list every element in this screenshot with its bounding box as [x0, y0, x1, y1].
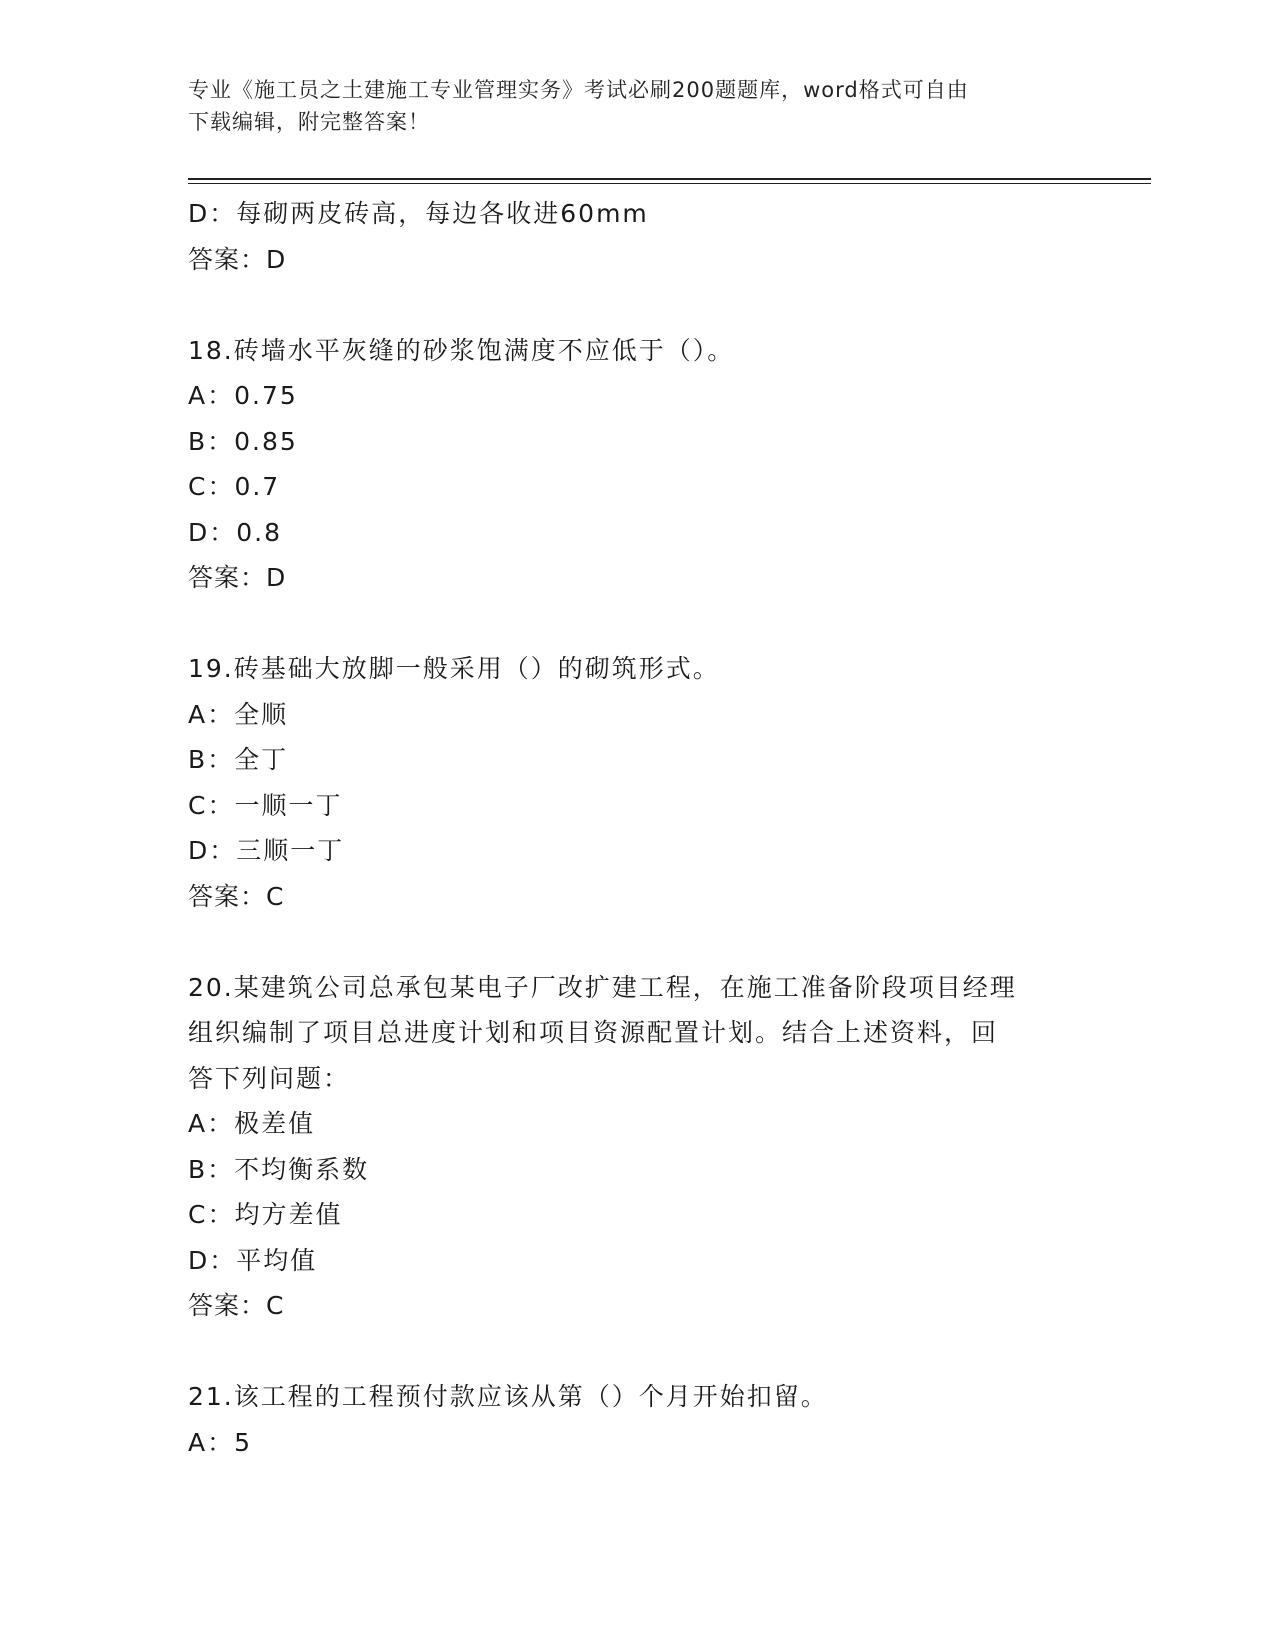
question-list [188, 191, 1088, 1465]
question-20 [188, 965, 1088, 1329]
option-d: D：0.8 [188, 517, 283, 547]
option-b: B：不均衡系数 [188, 1154, 370, 1184]
answer: 答案：C [188, 1291, 285, 1320]
header-line-2: 下载编辑，附完整答案！ [188, 110, 430, 134]
option-a: A：极差值 [188, 1109, 316, 1138]
option-b: B：0.85 [188, 426, 298, 456]
option-d: D：每砌两皮砖高，每边各收进60mm [188, 199, 649, 228]
question-stem-line-1: 20.某建筑公司总承包某电子厂改扩建工程，在施工准备阶段项目经理 [188, 972, 1017, 1002]
spacer [188, 282, 1088, 328]
question-stem: 21.该工程的工程预付款应该从第（）个月开始扣留。 [188, 1382, 828, 1411]
option-a: A：全顺 [188, 699, 289, 729]
option-b: B：全丁 [188, 745, 289, 774]
option-c: C：一顺一丁 [188, 790, 343, 820]
spacer [188, 601, 1088, 647]
option-c: C：0.7 [188, 472, 281, 501]
question-stem-line-3: 答下列问题： [188, 1063, 351, 1093]
option-a: A：5 [188, 1427, 253, 1457]
option-a: A：0.75 [188, 381, 298, 410]
option-d: D：三顺一丁 [188, 836, 345, 865]
spacer [188, 919, 1088, 965]
question-18 [188, 328, 1088, 601]
question-stem: 18.砖墙水平灰缝的砂浆饱满度不应低于（）。 [188, 335, 735, 365]
spacer [188, 1329, 1088, 1375]
answer: 答案：D [188, 563, 287, 592]
document-header [188, 74, 1068, 138]
question-21 [188, 1374, 1088, 1465]
header-divider-thick [188, 178, 1151, 180]
header-divider-thin [188, 183, 1151, 184]
header-line-1: 专业《施工员之土建施工专业管理实务》考试必刷200题题库，word格式可自由 [188, 78, 969, 102]
question-19 [188, 646, 1088, 919]
option-c: C：均方差值 [188, 1200, 343, 1229]
question-stem: 19.砖基础大放脚一般采用（）的砌筑形式。 [188, 654, 720, 683]
answer: 答案：D [188, 244, 287, 274]
answer: 答案：C [188, 881, 285, 911]
option-d: D：平均值 [188, 1245, 318, 1275]
question-stem-line-2: 组织编制了项目总进度计划和项目资源配置计划。结合上述资料，回 [188, 1018, 999, 1047]
